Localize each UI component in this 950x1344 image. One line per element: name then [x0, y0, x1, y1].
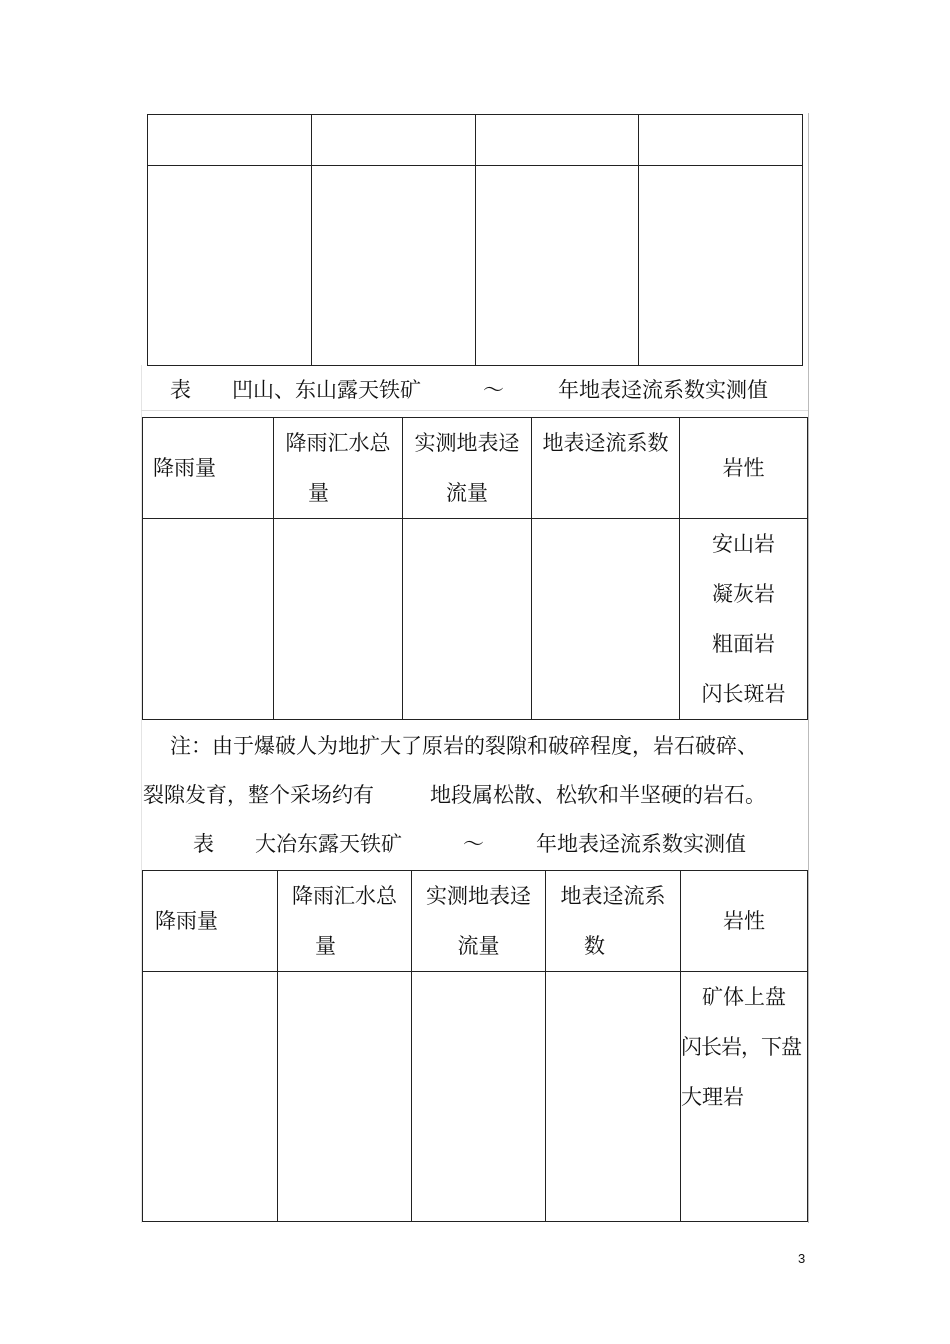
- lithology-item: 粗面岩: [712, 632, 775, 656]
- table-header-row: [143, 418, 808, 519]
- table-cell: [311, 166, 475, 366]
- table-cell: [148, 115, 312, 166]
- table-row: [148, 166, 803, 366]
- page-number: 3: [798, 1251, 806, 1266]
- table-cell: [274, 519, 403, 720]
- header-line: 降雨汇水总: [292, 884, 397, 908]
- header-line: 地表迳流系: [560, 884, 666, 908]
- header-line: 实测地表迳: [426, 884, 531, 908]
- lithology-cell: [680, 519, 808, 720]
- table-cell: [278, 972, 412, 1222]
- table-cell: [639, 166, 803, 366]
- caption-suffix: 年地表迳流系数实测值: [558, 378, 768, 402]
- table-cell: [412, 972, 546, 1222]
- header-lithology: 岩性: [680, 418, 808, 519]
- caption-prefix: 表: [193, 832, 214, 856]
- table-3: [142, 870, 808, 1222]
- table-cell: [532, 519, 680, 720]
- header-measured-runoff: [403, 418, 532, 519]
- header-rainfall: 降雨量: [143, 418, 274, 519]
- lithology-item: 闪长斑岩: [701, 682, 786, 706]
- header-runoff-coefficient: [546, 871, 681, 972]
- table-2: [142, 417, 808, 720]
- lithology-item: 大理岩: [681, 1085, 744, 1109]
- header-line: 降雨汇水总: [285, 431, 391, 455]
- lithology-item: 矿体上盘: [702, 985, 786, 1009]
- caption-tilde: ～: [483, 378, 504, 402]
- table-cell: [639, 115, 803, 166]
- table-1: [147, 114, 803, 366]
- note-line-2a: 裂隙发育，整个采场约有: [143, 783, 374, 807]
- table-cell: [143, 519, 274, 720]
- header-lithology: 岩性: [681, 871, 808, 972]
- header-measured-runoff: [412, 871, 546, 972]
- table-header-row: [143, 871, 808, 972]
- lithology-item: 安山岩: [712, 532, 775, 556]
- header-line: 流量: [446, 481, 488, 505]
- caption-tilde: ～: [463, 832, 484, 856]
- header-line: 流量: [457, 934, 500, 958]
- note-line-1: 注：由于爆破人为地扩大了原岩的裂隙和破碎程度，岩石破碎、: [170, 734, 758, 758]
- caption-suffix: 年地表迳流系数实测值: [536, 832, 746, 856]
- header-line: 量: [315, 934, 336, 958]
- table-cell: [546, 972, 681, 1222]
- frame-top-line: [141, 410, 808, 411]
- table-cell: [475, 166, 639, 366]
- caption-title: 凹山、东山露天铁矿: [232, 378, 421, 402]
- table-cell: [148, 166, 312, 366]
- table-cell: [403, 519, 532, 720]
- frame-right-line: [808, 113, 809, 1223]
- table-cell: [143, 972, 278, 1222]
- table-row: [148, 115, 803, 166]
- table-row: [143, 972, 808, 1222]
- header-runoff-coefficient: [532, 418, 680, 519]
- caption-prefix: 表: [170, 378, 191, 402]
- header-line: 地表迳流系数: [542, 431, 669, 455]
- header-line: 数: [584, 934, 605, 958]
- header-catchment: [274, 418, 403, 519]
- table-cell: [475, 115, 639, 166]
- header-line: 实测地表迳: [414, 431, 520, 455]
- lithology-item: 闪长岩，下盘: [681, 1035, 801, 1059]
- note-line-2b: 地段属松散、松软和半坚硬的岩石。: [430, 783, 766, 807]
- header-line: 量: [308, 481, 329, 505]
- lithology-item: 凝灰岩: [712, 582, 775, 606]
- header-catchment: [278, 871, 412, 972]
- table-row: [143, 519, 808, 720]
- lithology-cell: [681, 972, 808, 1222]
- header-rainfall: 降雨量: [143, 871, 278, 972]
- table-cell: [311, 115, 475, 166]
- caption-title: 大冶东露天铁矿: [255, 832, 402, 856]
